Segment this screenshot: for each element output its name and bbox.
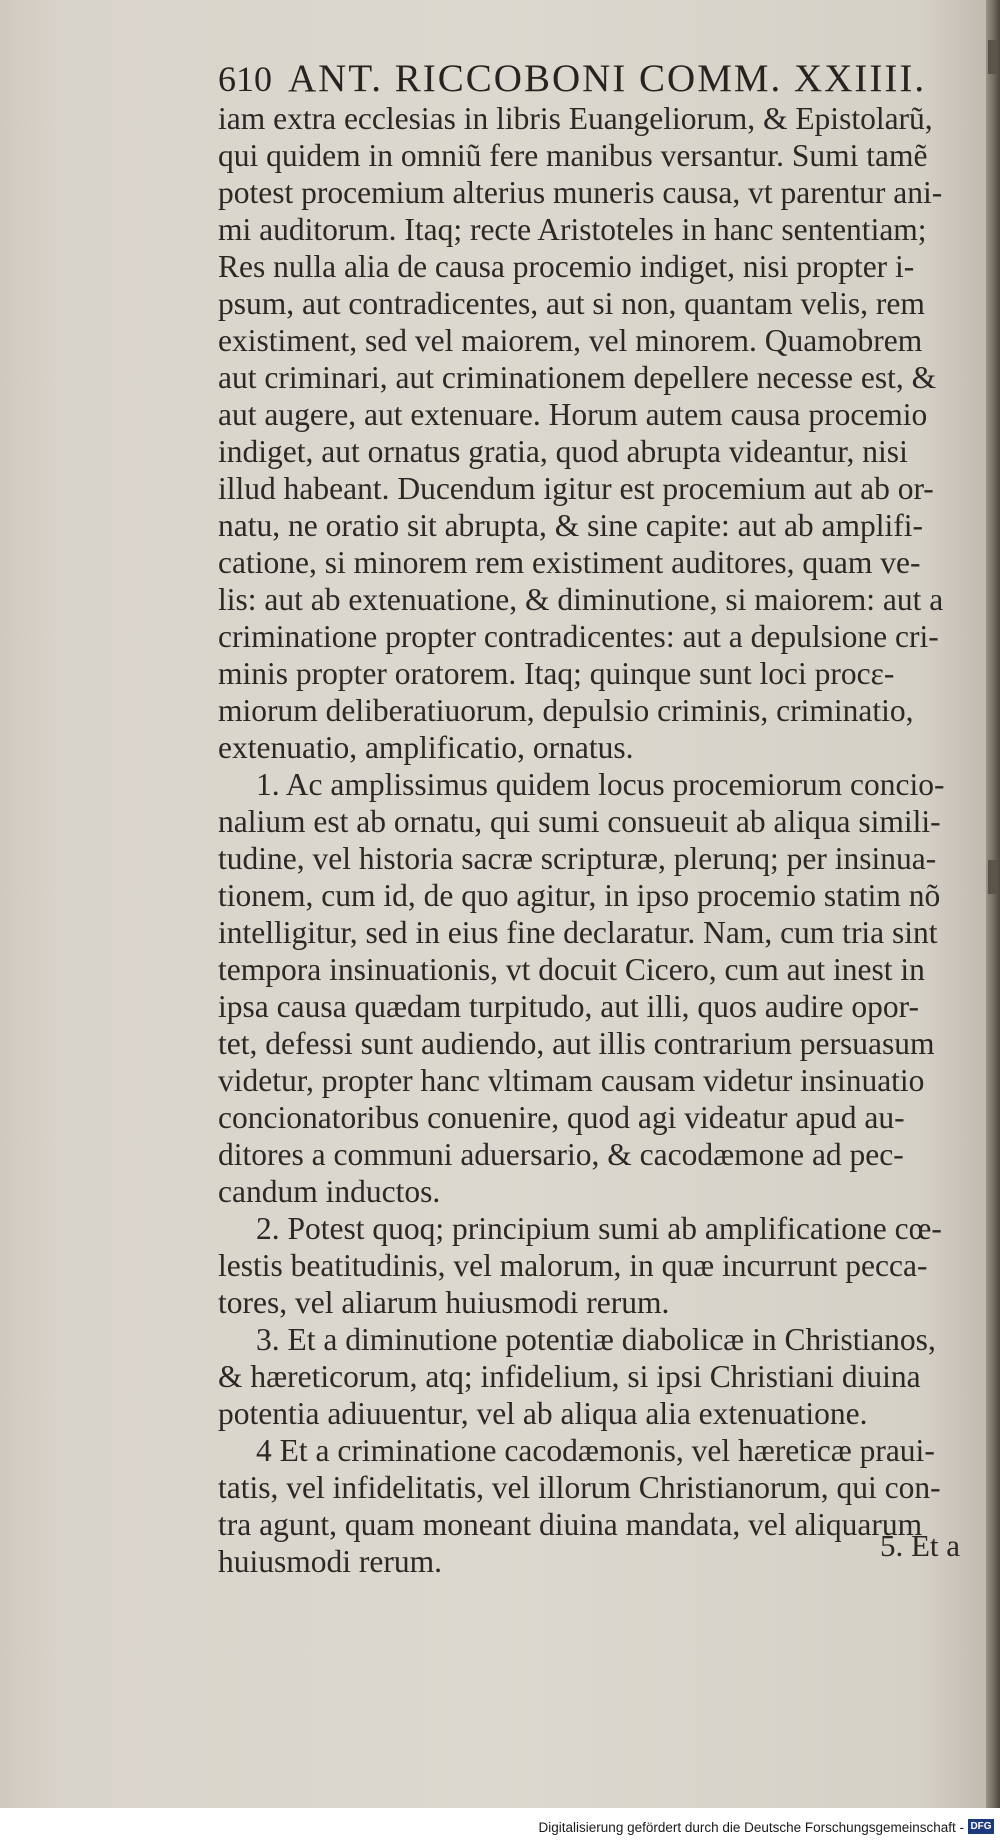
text-line: extenuatio, amplificatio, ornatus. [218,730,634,765]
text-line: tores, vel aliarum huiusmodi rerum. [218,1285,670,1320]
text-line: videtur, propter hanc vltimam causam videtur insinuatio [218,1063,925,1098]
running-title: ANT. RICCOBONI COMM. XXIIII. [288,57,927,100]
text-line: iam extra ecclesias in libris Euangeliorum, & Epistolarũ, [218,101,933,136]
text-line: potentia adiuuentur, vel ab aliqua alia extenuatione. [218,1396,868,1431]
text-line: aut criminari, aut criminationem depellere necesse est, & [218,360,937,395]
text-line: minis propter oratorem. Itaq; quinque sunt loci procε- [218,656,895,691]
catchword: 5. Et a [880,1528,961,1563]
text-line: candum inductos. [218,1174,441,1209]
running-head [218,56,958,101]
text-line: lis: aut ab extenuatione, & diminutione, si maiorem: aut a [218,582,944,617]
text-line: mi auditorum. Itaq; recte Aristoteles in hanc sententiam; [218,212,927,247]
text-line: intelligitur, sed in eius fine declaratur. Nam, cum tria sint [218,915,938,950]
text-line: tionem, cum id, de quo agitur, in ipso procemio statim nõ [218,878,941,913]
text-line: Res nulla alia de causa procemio indiget, nisi propter i- [218,249,915,284]
text-line: concionatoribus conuenire, quod agi videatur apud au- [218,1100,905,1135]
text-line: qui quidem in omniũ fere manibus versantur. Sumi tamẽ [218,138,928,173]
text-line: 4 Et a criminatione cacodæmonis, vel hæreticæ praui- [256,1433,935,1468]
dfg-logo: DFG [968,1819,994,1834]
text-line: potest procemium alterius muneris causa, vt parentur ani- [218,175,943,210]
footer-bar [0,1808,1000,1840]
text-line: tempora insinuationis, vt docuit Cicero, cum aut inest in [218,952,925,987]
text-line: aut augere, aut extenuare. Horum autem causa procemio [218,397,928,432]
text-line: tudine, vel historia sacræ scripturæ, plerunq; per insinua- [218,841,937,876]
text-line: psum, aut contradicentes, aut si non, quantam velis, rem [218,286,925,321]
funding-notice: Digitalisierung gefördert durch die Deutsche Forschungsgemeinschaft - [538,1820,964,1835]
text-line: 3. Et a diminutione potentiæ diabolicæ in Christianos, [256,1322,936,1357]
text-line: natu, ne oratio sit abrupta, & sine capite: aut ab amplifi- [218,508,924,543]
text-line: miorum deliberatiuorum, depulsio criminis, criminatio, [218,693,914,728]
text-line: & hæreticorum, atq; infidelium, si ipsi Christiani diuina [218,1359,921,1394]
page-tab-mark [988,860,998,894]
text-line: ditores a communi aduersario, & cacodæmone ad pec- [218,1137,904,1172]
text-line: criminatione propter contradicentes: aut a depulsione cri- [218,619,939,654]
text-line: ipsa causa quædam turpitudo, aut illi, quos audire opor- [218,989,919,1024]
text-line: huiusmodi rerum. [218,1544,442,1579]
page-number: 610 [218,59,272,99]
text-line: illud habeant. Ducendum igitur est procemium aut ab or- [218,471,934,506]
text-line: catione, si minorem rem existiment auditores, quam ve- [218,545,921,580]
book-edge [986,0,1000,1808]
text-line: tatis, vel infidelitatis, vel illorum Christianorum, qui con- [218,1470,941,1505]
text-line: 2. Potest quoq; principium sumi ab amplificatione cœ- [256,1211,942,1246]
text-line: 1. Ac amplissimus quidem locus procemiorum concio- [256,767,945,802]
text-line: existiment, sed vel maiorem, vel minorem. Quamobrem [218,323,923,358]
text-line: tet, defessi sunt audiendo, aut illis contrarium persuasum [218,1026,935,1061]
text-line: tra agunt, quam moneant diuina mandata, vel aliquarum [218,1507,923,1542]
text-line: nalium est ab ornatu, qui sumi consueuit ab aliqua simili- [218,804,941,839]
text-line: indiget, aut ornatus gratia, quod abrupta videantur, nisi [218,434,908,469]
body-text [218,100,976,1580]
page-tab-mark [988,40,998,74]
text-line: lestis beatitudinis, vel malorum, in quæ incurrunt pecca- [218,1248,928,1283]
